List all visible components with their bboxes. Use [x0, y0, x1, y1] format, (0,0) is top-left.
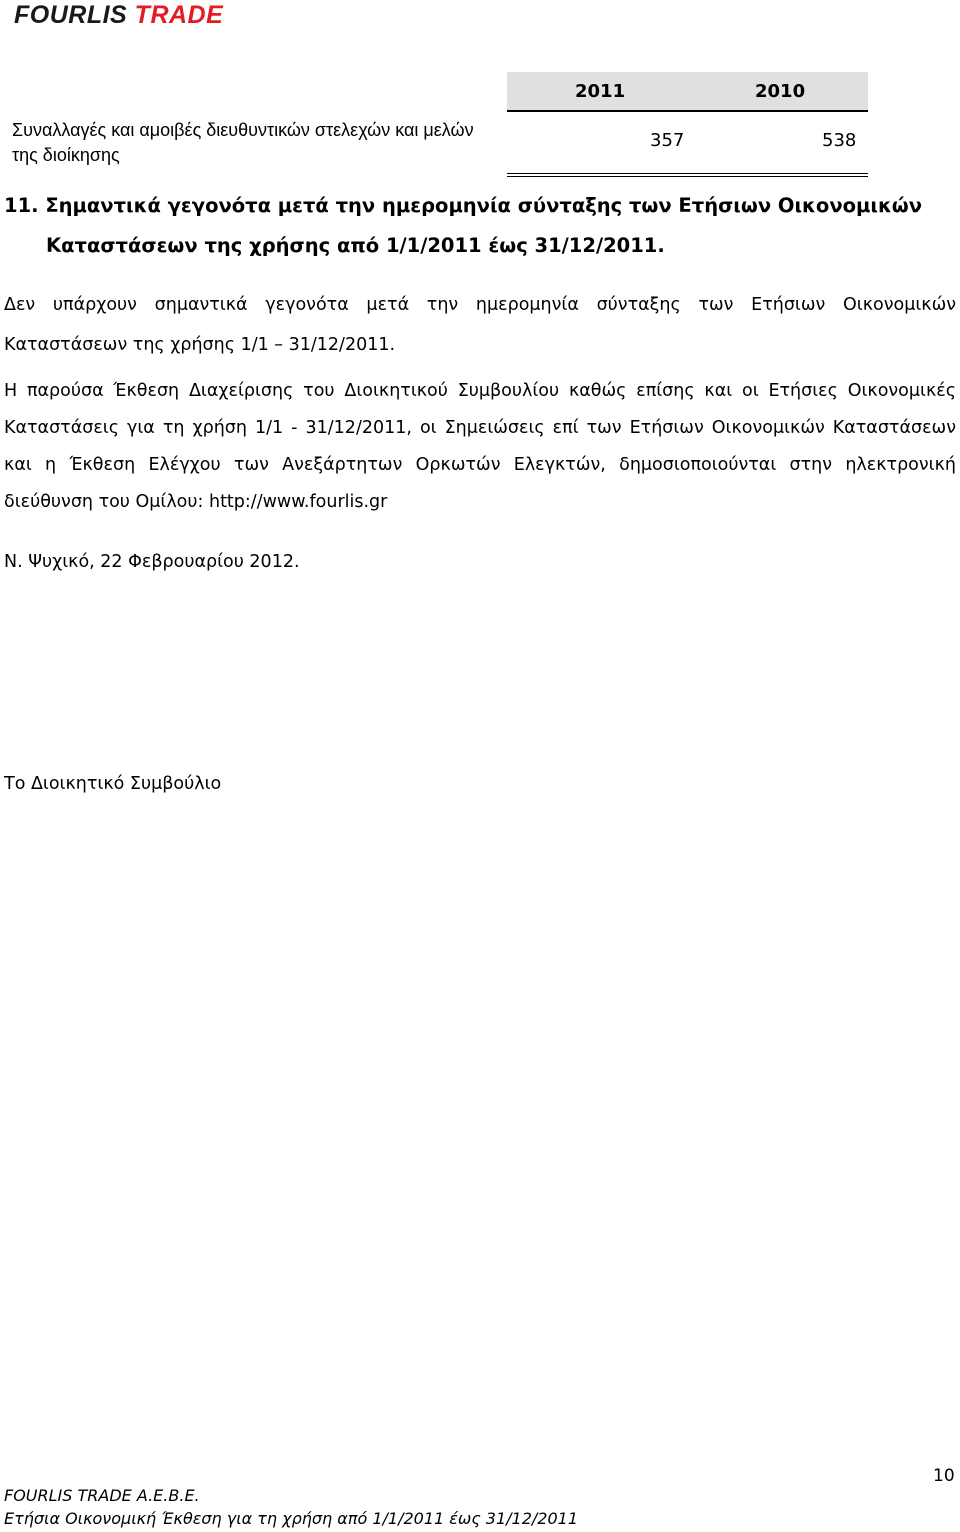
year-header-row: [507, 72, 868, 110]
footer-company: FOURLIS TRADE A.E.B.E.: [4, 1486, 200, 1505]
section-heading: [0, 186, 960, 266]
paragraph-publication: Η παρούσα Έκθεση Διαχείρισης του Διοικητικού Συμβουλίου καθώς επίσης και οι Ετήσιες Οικονομικές Καταστάσεις για τη χρήση 1/1 - 31/12/2011, οι Σημειώσεις επί των Ετήσιων Οικονομικών Καταστάσεων και η Έκθεση Ελέγχου των Ανεξάρτητων Ορκωτών Ελεγκτών, δημοσιοποιούνται στην ηλεκτρονική διεύθυνση του Ομίλου: http://www.fourlis.gr: [4, 381, 956, 512]
header-underline: [507, 110, 868, 112]
table-row-label: Συναλλαγές και αμοιβές διευθυντικών στελεχών και μελών της διοίκησης: [12, 120, 474, 165]
company-logo: [14, 1, 223, 30]
total-double-underline-bottom: [507, 176, 868, 177]
page-number: 10: [933, 1466, 955, 1486]
value-2011: 357: [650, 130, 685, 151]
footer-report-title: Ετήσια Οικονομική Έκθεση για τη χρήση από 1/1/2011 έως 31/12/2011: [4, 1509, 579, 1528]
board-signature: Το Διοικητικό Συμβούλιο: [4, 774, 222, 794]
logo-word-trade: TRADE: [134, 1, 224, 29]
section-heading-line2: Καταστάσεων της χρήσης από 1/1/2011 έως 31/12/2011.: [46, 234, 665, 257]
place-date: Ν. Ψυχικό, 22 Φεβρουαρίου 2012.: [4, 552, 300, 572]
value-2010: 538: [822, 130, 857, 151]
year-2010-header: 2010: [755, 81, 806, 102]
logo-word-fourlis: FOURLIS: [14, 1, 128, 29]
year-2011-header: 2011: [575, 81, 626, 102]
paragraph-no-events: Δεν υπάρχουν σημαντικά γεγονότα μετά την ημερομηνία σύνταξης των Ετήσιων Οικονομικών Καταστάσεων της χρήσης 1/1 – 31/12/2011.: [4, 295, 956, 355]
total-double-underline-top: [507, 173, 868, 174]
section-heading-line1: 11. Σημαντικά γεγονότα μετά την ημερομηνία σύνταξης των Ετήσιων Οικονομικών: [4, 194, 923, 217]
